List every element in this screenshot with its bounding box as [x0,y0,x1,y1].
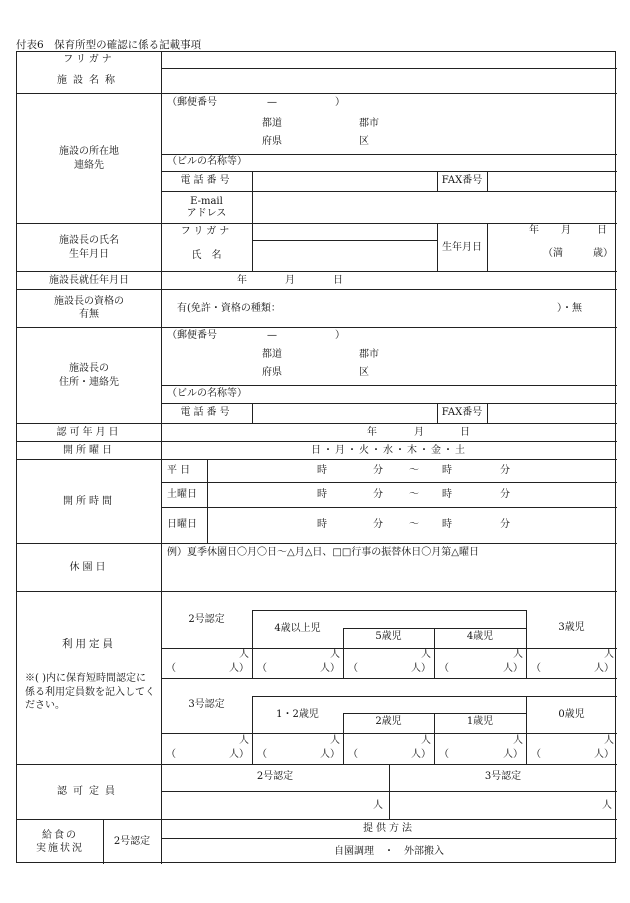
director-city-1: 郡市 [359,349,379,360]
cert3-label: 3号認定 [188,699,225,710]
capacity-note: ※( )内に保育短時間認定に係る利用定員数を記入してください。 [25,673,155,711]
person-unit: 人 [239,735,249,746]
minute-unit: 分 [373,489,383,500]
paren-open: （ [257,749,267,760]
person-paren: 人） [503,663,523,674]
person-paren: 人） [229,663,249,674]
birth-month-label: 月 [561,225,571,236]
director-building-label: （ビルの名称等） [167,388,247,399]
age-1-label: 1歳児 [466,716,494,727]
director-fax-label: FAX番号 [441,407,483,418]
age-4-label: 4歳児 [466,631,494,642]
director-name-field[interactable] [253,241,437,271]
hour-unit: 時 [317,489,327,500]
person-paren: 人） [320,749,340,760]
postal-dash: — [267,97,277,108]
director-fax-field[interactable] [488,404,617,423]
furigana-label: フリガナ [63,54,115,65]
open-days-value: 日・月・火・水・木・金・土 [311,445,467,456]
paren-open: （ [439,749,449,760]
hour-unit: 時 [317,465,327,476]
approval-day: 日 [460,427,470,438]
director-pref-1: 都道 [262,349,282,360]
person-paren: 人） [594,749,614,760]
tilde: ～ [409,519,419,530]
person-paren: 人） [503,749,523,760]
hours-row-weekday: 平 日 [167,465,191,476]
approval-year: 年 [367,427,377,438]
person-paren: 人） [320,663,340,674]
age-5-label: 5歳児 [375,631,402,642]
qualification-none: ）・無 [557,303,582,314]
person-paren: 人） [594,663,614,674]
paren-open: （ [439,663,449,674]
director-label: 施設長の氏名 生年月日 [59,235,119,260]
form-table [16,51,616,863]
age-2-label: 2歳児 [375,716,402,727]
director-phone-field[interactable] [253,404,437,423]
facility-name-field[interactable] [162,69,617,93]
tenure-label: 施設長就任年月日 [49,274,129,286]
birth-day-label: 日 [597,225,607,236]
meals-method-label: 提供方法 [363,823,415,834]
qualification-text: 有(免許・資格の種類： [177,303,281,314]
director-phone-label: 電話番号 [180,407,233,418]
person-paren: 人） [411,749,431,760]
tenure-day: 日 [333,275,343,286]
postal-label: （郵便番号 [167,97,217,108]
age-unit: 歳） [593,248,613,259]
minute-unit: 分 [500,519,510,530]
holidays-example: 例）夏季休園日〇月〇日～△月△日、□□行事の振替休日〇月第△曜日 [167,547,479,558]
approval-date-label: 認可年月日 [56,426,122,438]
cert2-label: 2号認定 [188,614,225,625]
director-name-label: 氏 名 [191,250,222,261]
hours-row-sunday: 日曜日 [167,519,197,530]
person-unit: 人 [373,800,383,811]
person-unit: 人 [239,649,249,660]
age-12-label: 1・2歳児 [276,709,319,720]
meals-label: 給食の 実施状況 [36,829,84,854]
fax-label: FAX番号 [441,175,483,186]
city-label-1: 郡市 [359,118,379,129]
prefecture-label-1: 都道 [262,118,282,129]
paren-open: （ [348,663,358,674]
email-field[interactable] [253,192,617,223]
minute-unit: 分 [373,465,383,476]
hours-label: 開所時間 [63,495,115,507]
paren-open: （ [348,749,358,760]
facility-name-label: 施設名称 [57,75,121,86]
person-unit: 人 [513,735,523,746]
open-days-label: 開所曜日 [63,444,115,456]
director-address-label: 施設長の 住所・連絡先 [59,363,119,388]
minute-unit: 分 [373,519,383,530]
prefecture-label-2: 府県 [262,136,282,147]
hour-unit: 時 [442,465,452,476]
paren-open: （ [166,749,176,760]
holidays-field[interactable] [162,562,617,591]
fax-field[interactable] [488,172,617,191]
email-label: E-mail アドレス [186,195,227,219]
person-unit: 人 [513,649,523,660]
holidays-label: 休園日 [69,561,109,573]
location-label: 施設の所在地 連絡先 [59,146,119,171]
hour-unit: 時 [317,519,327,530]
tilde: ～ [409,489,419,500]
meals-method-value[interactable]: 自園調理 ・ 外部搬入 [334,846,444,857]
person-paren: 人） [411,663,431,674]
person-unit: 人 [604,649,614,660]
postal-close: ） [335,97,345,108]
approval-month: 月 [414,427,424,438]
hour-unit: 時 [442,519,452,530]
capacity-label: 利用定員 [62,638,116,650]
person-unit: 人 [421,649,431,660]
tenure-year: 年 [237,275,247,286]
age-open: （満 [543,248,563,259]
paren-open: （ [531,749,541,760]
paren-open: （ [531,663,541,674]
hour-unit: 時 [442,489,452,500]
age-0-label: 0歳児 [558,709,585,720]
person-unit: 人 [330,649,340,660]
director-furigana-field[interactable] [253,224,437,240]
person-unit: 人 [602,800,612,811]
person-unit: 人 [604,735,614,746]
phone-label: 電話番号 [180,175,233,186]
tenure-month: 月 [285,275,295,286]
meals-cert-label: 2号認定 [113,836,151,848]
approved-cert3-label: 3号認定 [484,771,522,782]
minute-unit: 分 [500,489,510,500]
minute-unit: 分 [500,465,510,476]
phone-field[interactable] [253,172,437,191]
person-unit: 人 [421,735,431,746]
qualification-label: 施設長の資格の 有無 [54,296,124,320]
person-unit: 人 [330,735,340,746]
director-postal-label: （郵便番号 [167,330,217,341]
paren-open: （ [166,663,176,674]
age-3-label: 3歳児 [558,622,585,633]
approved-cert2-label: 2号認定 [256,771,294,782]
paren-open: （ [257,663,267,674]
director-postal-close: ） [335,330,345,341]
approved-capacity-label: 認可定員 [57,786,121,798]
birth-year-label: 年 [529,225,539,236]
age-4plus-label: 4歳以上児 [274,623,321,634]
page-title: 付表6 保育所型の確認に係る記載事項 [16,39,202,51]
birth-date-label: 生年月日 [442,241,482,253]
person-paren: 人） [229,749,249,760]
director-city-2: 区 [359,367,369,378]
city-label-2: 区 [359,136,369,147]
hours-row-saturday: 土曜日 [167,489,197,500]
building-label: （ビルの名称等） [167,156,247,167]
director-pref-2: 府県 [262,367,282,378]
director-furigana-label: フリガナ [180,226,233,237]
director-postal-dash: — [267,330,277,341]
tilde: ～ [409,465,419,476]
facility-furigana-field[interactable] [162,52,617,68]
